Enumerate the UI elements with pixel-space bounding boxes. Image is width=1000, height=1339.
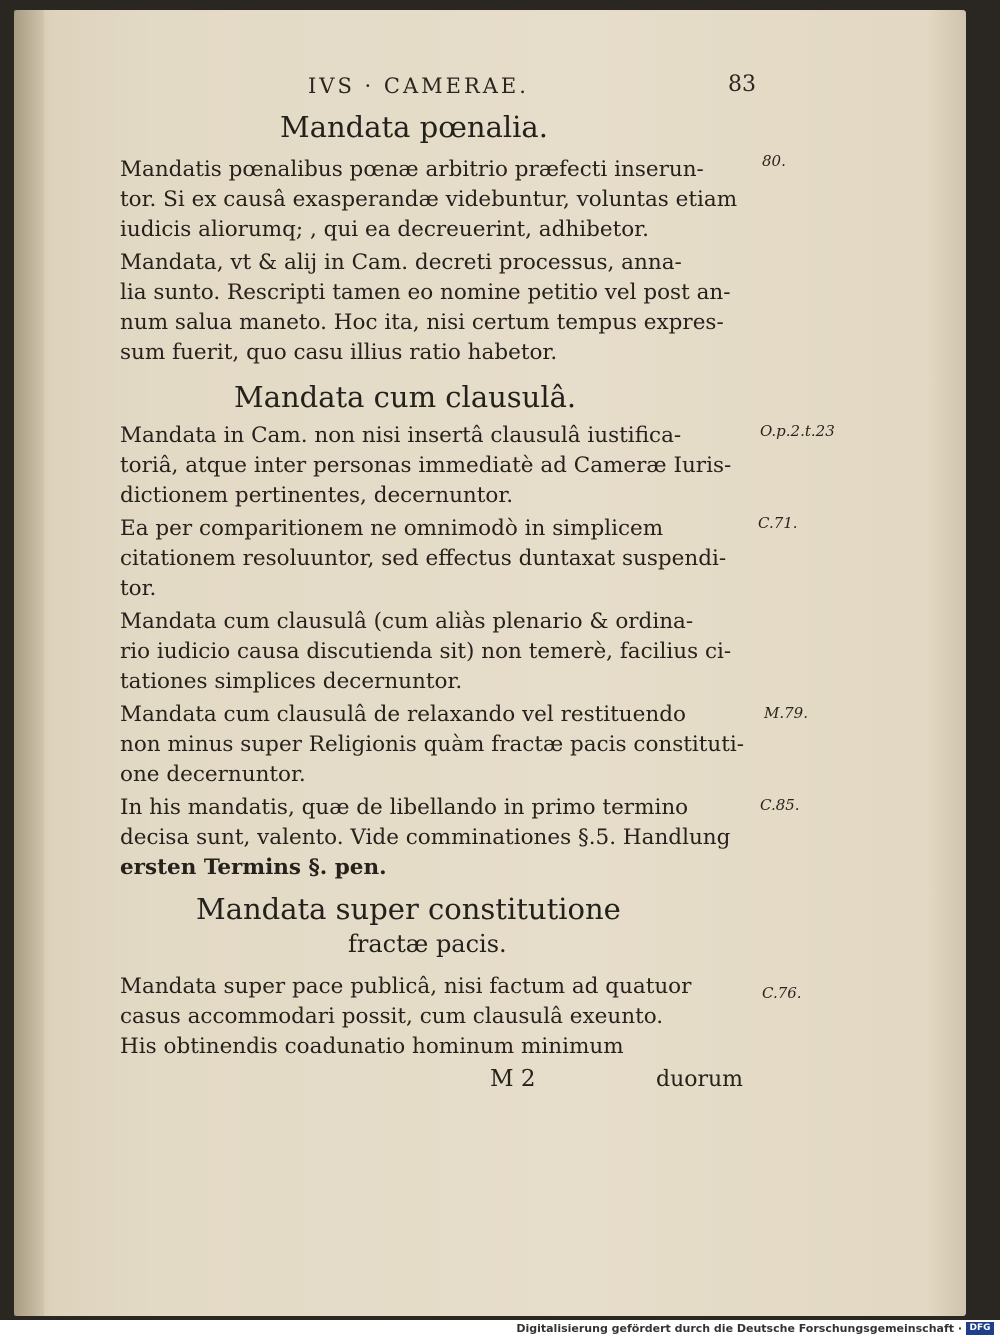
text-line: citationem resoluuntor, sed effectus duntaxat suspendi- xyxy=(120,546,727,571)
text-line: iudicis aliorumq; , qui ea decreuerint, adhibetor. xyxy=(120,217,649,242)
text-line: non minus super Religionis quàm fractæ pacis constituti- xyxy=(120,732,745,757)
paragraph xyxy=(120,155,760,245)
text-line: casus accommodari possit, cum clausulâ exeunto. xyxy=(120,1004,664,1029)
section-heading-continuation: fractæ pacis. xyxy=(348,930,507,958)
text-line: tor. Si ex causâ exasperandæ videbuntur, voluntas etiam xyxy=(120,187,738,212)
page-number: 83 xyxy=(728,72,756,97)
text-line: decisa sunt, valento. Vide comminationes §.5. Handlung xyxy=(120,825,731,850)
text-line: lia sunto. Rescripti tamen eo nomine petitio vel post an- xyxy=(120,280,731,305)
page-gutter-shadow xyxy=(14,10,44,1316)
text-line: rio iudicio causa discutienda sit) non temerè, facilius ci- xyxy=(120,639,732,664)
text-line: tor. xyxy=(120,576,157,601)
page-header xyxy=(0,68,1000,108)
signature-mark: M 2 xyxy=(490,1066,536,1092)
text-line: Mandatis pœnalibus pœnæ arbitrio præfecti inserun- xyxy=(120,157,704,182)
margin-note: C.71. xyxy=(758,514,798,532)
margin-note: C.85. xyxy=(760,796,800,814)
text-line: tationes simplices decernuntor. xyxy=(120,669,463,694)
text-line: His obtinendis coadunatio hominum minimum xyxy=(120,1034,624,1059)
text-line: ersten Termins §. pen. xyxy=(120,855,387,880)
paragraph xyxy=(120,972,760,1062)
margin-note: C.76. xyxy=(762,984,802,1002)
text-line: Mandata super pace publicâ, nisi factum ad quatuor xyxy=(120,974,692,999)
paragraph xyxy=(120,514,760,604)
paragraph xyxy=(120,700,760,790)
paragraph xyxy=(120,793,760,883)
text-line: In his mandatis, quæ de libellando in primo termino xyxy=(120,795,689,820)
text-line: Ea per comparitionem ne omnimodò in simplicem xyxy=(120,516,664,541)
text-line: dictionem pertinentes, decernuntor. xyxy=(120,483,514,508)
section-heading: Mandata cum clausulâ. xyxy=(234,380,577,414)
text-line: toriâ, atque inter personas immediatè ad Cameræ Iuris- xyxy=(120,453,732,478)
digitization-footer xyxy=(0,1320,1000,1339)
margin-note: 80. xyxy=(762,152,786,170)
text-line: Mandata, vt & alij in Cam. decreti processus, anna- xyxy=(120,250,682,275)
text-line: Mandata in Cam. non nisi insertâ clausulâ iustifica- xyxy=(120,423,682,448)
text-line: num salua maneto. Hoc ita, nisi certum tempus expres- xyxy=(120,310,724,335)
margin-note: O.p.2.t.23 xyxy=(760,422,835,440)
section-heading: Mandata pœnalia. xyxy=(280,110,548,144)
dfg-logo-icon: DFG xyxy=(966,1322,994,1335)
digitization-credit: Digitalisierung gefördert durch die Deutsche Forschungsgemeinschaft · xyxy=(516,1322,962,1335)
section-heading: Mandata super constitutione xyxy=(196,892,621,926)
margin-note: M.79. xyxy=(764,704,808,722)
text-line: one decernuntor. xyxy=(120,762,306,787)
text-line: sum fuerit, quo casu illius ratio habetor. xyxy=(120,340,558,365)
paragraph xyxy=(120,248,760,368)
paragraph xyxy=(120,421,760,511)
text-line: Mandata cum clausulâ de relaxando vel restituendo xyxy=(120,702,686,727)
catchword: duorum xyxy=(656,1067,744,1092)
text-line: Mandata cum clausulâ (cum aliàs plenario & ordina- xyxy=(120,609,694,634)
running-title: IVS · CAMERAE. xyxy=(308,74,529,98)
paragraph xyxy=(120,607,760,697)
